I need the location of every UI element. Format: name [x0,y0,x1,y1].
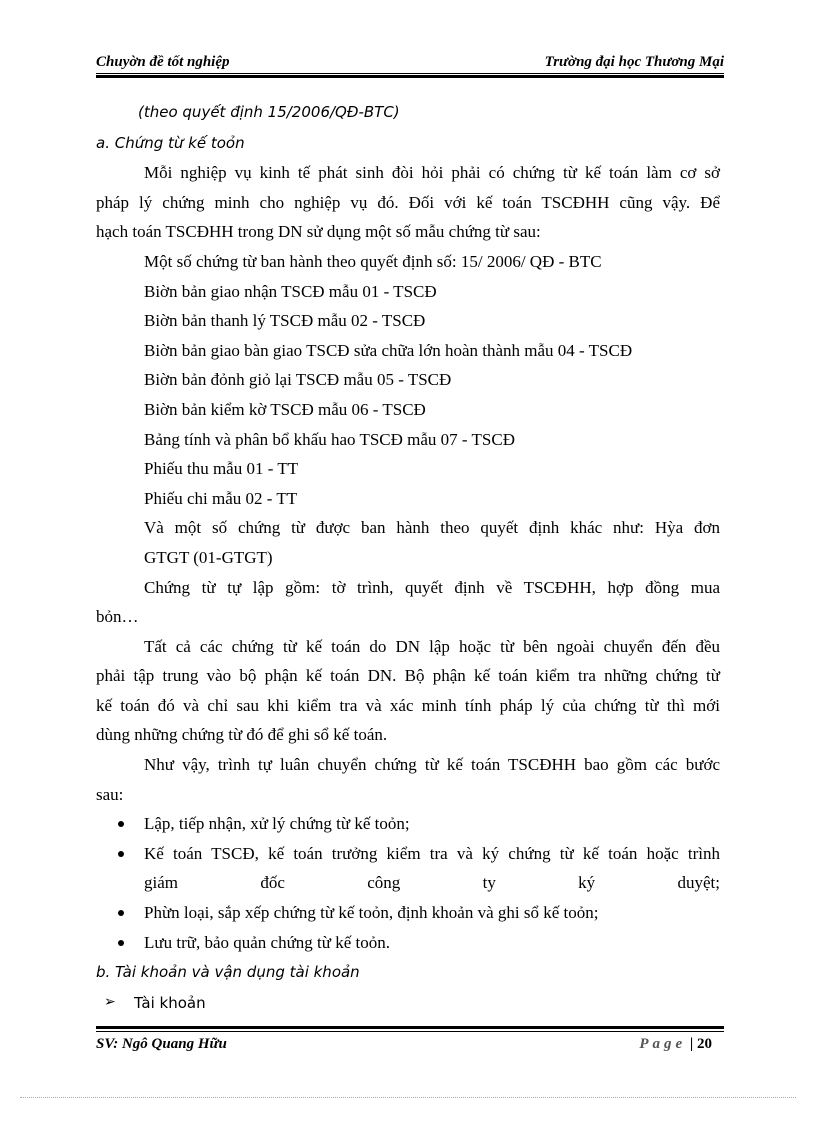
footer-rule-thick [96,1026,724,1029]
page-word: Page [639,1036,687,1052]
page-footer [96,1036,720,1058]
page-number: 20 [697,1036,712,1052]
header-right-title: Trường đại học Thương Mại [544,54,724,70]
document-list-item: Bảng tính và phân bổ khấu hao TSCĐ mẫu 07 - TSCĐ [144,429,515,449]
bullet-text: Phừn loại, sắp xếp chứng từ kế toỏn, định khoản và ghi sổ kế toỏn; [144,903,599,923]
subheading-text: Tài khoản [134,993,206,1012]
bullet-text: Lưu trữ, bảo quản chứng từ kế toỏn. [144,932,391,952]
paragraph-line: phải tập trung vào bộ phận kế toán DN. Bộ phận kế toán kiểm tra những chứng từ [96,666,720,686]
student-name: SV: Ngô Quang Hữu [96,1036,227,1052]
paragraph-line: GTGT (01-GTGT) [144,547,273,567]
bullet-item [96,898,720,928]
section-a-heading [96,128,720,159]
header-rule-thick [96,75,724,78]
bullet-text: Kế toán TSCĐ, kế toán trưởng kiểm tra và ký chứng từ kế toán hoặc trình [144,843,720,863]
bullet-dot-icon [118,910,124,916]
bullet-dot-icon [118,821,124,827]
decision-reference: (theo quyết định 15/2006/QĐ-BTC) [138,103,400,121]
paragraph-line: dùng những chứng từ đó để ghi sổ kế toán. [96,725,388,745]
bullet-continuation: giám đốc công ty ký duyệt; [144,873,720,893]
paragraph-line: Tất cả các chứng từ kế toán do DN lập hoặc từ bên ngoài chuyển đến đều [144,636,720,656]
section-b-heading [96,957,720,988]
paragraph-line: bỏn… [96,607,139,627]
paragraph-line: Chứng từ tự lập gồm: tờ trình, quyết định về TSCĐHH, hợp đồng mua [144,577,720,597]
paragraph-line: hạch toán TSCĐHH trong DN sử dụng một số mẫu chứng từ sau: [96,222,541,242]
page-header [96,52,724,74]
document-list-item: Phiếu thu mẫu 01 - TT [144,459,299,479]
subheading-item [96,988,720,1019]
document-list-item: Biờn bản thanh lý TSCĐ mẫu 02 - TSCĐ [144,311,426,331]
bullet-dot-icon [118,940,124,946]
paragraph-line: Như vậy, trình tự luân chuyển chứng từ kế toán TSCĐHH bao gồm các bước [144,755,720,775]
bullet-item [96,839,720,869]
header-left-title: Chuyờn đề tốt nghiệp [96,54,230,70]
bullet-item [96,928,720,958]
document-list-item: Biờn bản kiểm kờ TSCĐ mẫu 06 - TSCĐ [144,399,426,419]
bullet-text: Lập, tiếp nhận, xử lý chứng từ kế toỏn; [144,814,410,834]
page-edge-divider [20,1097,796,1098]
document-list-item: Biờn bản đỏnh giỏ lại TSCĐ mẫu 05 - TSCĐ [144,370,452,390]
paragraph-line: kế toán đó và chỉ sau khi kiểm tra và xác minh tính pháp lý của chứng từ thì mới [96,695,720,715]
bullet-dot-icon [118,851,124,857]
paragraph-line: Mỗi nghiệp vụ kinh tế phát sinh đòi hỏi phải có chứng từ kế toán làm cơ sở [144,163,720,183]
document-list-item: Phiếu chi mẫu 02 - TT [144,488,298,508]
document-list-item: Một số chứng từ ban hành theo quyết định số: 15/ 2006/ QĐ - BTC [144,251,602,271]
page-indicator [639,1036,712,1053]
section-b-label: b. Tài khoản và vận dụng tài khoản [96,963,360,982]
document-list-item: Biờn bản giao nhận TSCĐ mẫu 01 - TSCĐ [144,281,437,301]
document-list-item: Biờn bản giao bàn giao TSCĐ sửa chữa lớn hoàn thành mẫu 04 - TSCĐ [144,340,633,360]
bullet-item [96,809,720,839]
paragraph-line: pháp lý chứng minh cho nghiệp vụ đó. Đối với kế toán TSCĐHH cũng vậy. Để [96,192,720,212]
header-rule-thin [96,73,724,74]
page-body [96,98,720,1018]
section-a-label: a. Chứng từ kế toỏn [96,133,245,152]
paragraph-line: Và một số chứng từ được ban hành theo quyết định khác như: Hỳa đơn [144,518,720,538]
page-separator: | [689,1036,694,1052]
paragraph-line: sau: [96,784,124,804]
footer-rule-thin [96,1031,724,1032]
arrow-bullet-icon: ➢ [104,993,116,1010]
